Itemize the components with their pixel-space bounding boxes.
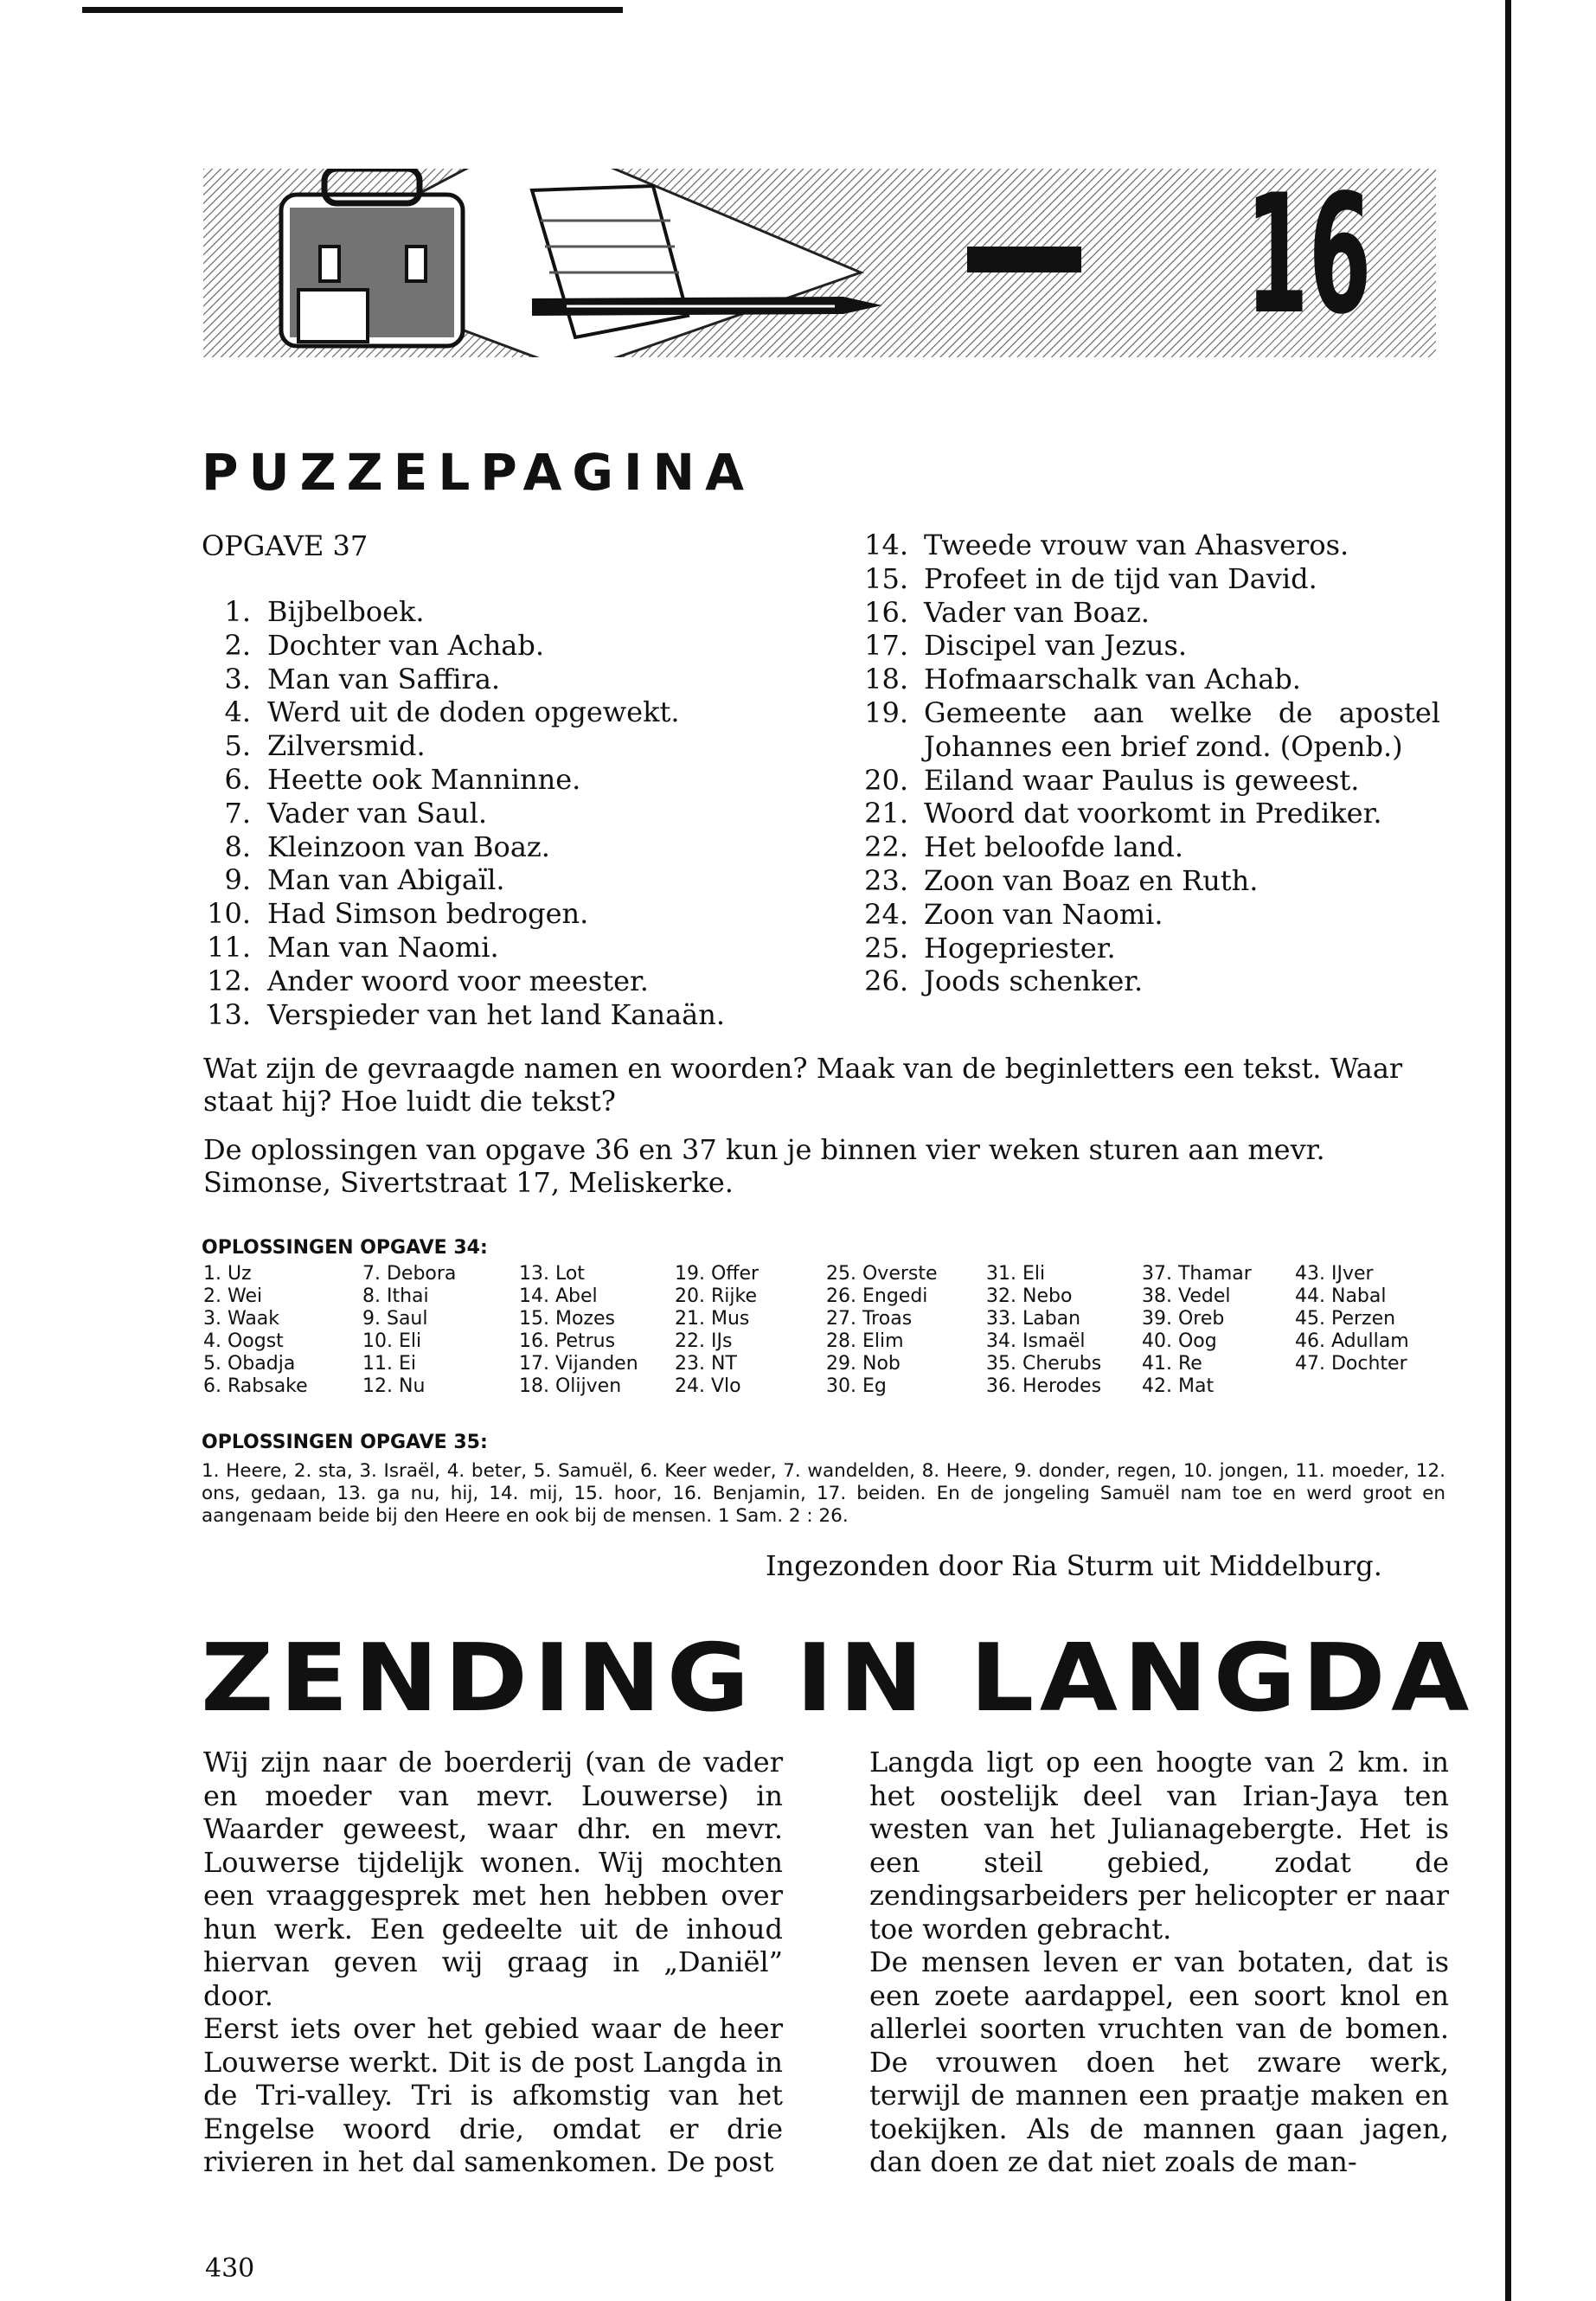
send-instruction: De oplossingen van opgave 36 en 37 kun je binnen vier weken sturen aan mevr. Simonse, Sivertstraat 17, Meliskerke. xyxy=(203,1133,1325,1199)
solutions-column: 25. Overste 26. Engedi 27. Troas 28. Elim 29. Nob 30. Eg xyxy=(826,1263,938,1397)
question-list-right xyxy=(852,529,1440,998)
solutions35-text: 1. Heere, 2. sta, 3. Israël, 4. beter, 5. Samuël, 6. Keer weder, 7. wandelden, 8. Heere, 9. donder, regen, 10. jongen, 11. moeder, 12. ons, gedaan, 13. ga nu, hij, 14. mij, 15. hoor, 16. Benjamin, 17. beiden. En de jongeling Samuël nam toe en werd groot en aangenaam beide bij den Heere en ook bij de mensen. 1 Sam. 2 : 26. xyxy=(202,1460,1445,1527)
list-item: 16. Vader van Boaz. xyxy=(864,595,1150,629)
list-item: 23. Zoon van Boaz en Ruth. xyxy=(864,863,1259,897)
puzzle-title: PUZZELPAGINA xyxy=(202,443,754,502)
page-number: 430 xyxy=(205,2253,255,2284)
page-badge-number: 16 xyxy=(1246,159,1372,350)
badge-dash xyxy=(967,247,1081,272)
question-list-left xyxy=(186,595,766,1031)
solutions-column: 31. Eli 32. Nebo 33. Laban 34. Ismaël 35. Cherubs 36. Herodes xyxy=(986,1263,1102,1397)
list-item: 13. Verspieder van het land Kanaän. xyxy=(207,997,725,1031)
list-item: 26. Joods schenker. xyxy=(864,965,1144,998)
list-item: 7. Vader van Saul. xyxy=(224,796,488,830)
list-item: 14. Tweede vrouw van Ahasveros. xyxy=(864,529,1349,561)
sender-credit: Ingezonden door Ria Sturm uit Middelburg. xyxy=(766,1549,1382,1582)
briefcase-icon xyxy=(281,169,463,346)
article-column-left xyxy=(203,1746,783,2179)
article-paragraph: Langda ligt op een hoogte van 2 km. in het oostelijk deel van Irian-Jaya ten westen van het Julianagebergte. Het is een steil gebied, zodat de zendingsarbeiders per helicopter er naar toe worden gebracht. xyxy=(869,1746,1449,1945)
solutions-column: 13. Lot 14. Abel 15. Mozes 16. Petrus 17. Vijanden 18. Olijven xyxy=(519,1263,638,1397)
list-item: 19. Gemeente aan welke de apostel Johannes een brief zond. (Openb.) xyxy=(864,695,1440,763)
list-item: 25. Hogepriester. xyxy=(864,931,1116,965)
puzzle-label: OPGAVE 37 xyxy=(202,529,369,562)
question-instruction: Wat zijn de gevraagde namen en woorden? Maak van de beginletters een tekst. Waar staat hij? Hoe luidt die tekst? xyxy=(203,1052,1403,1118)
list-item: 21. Woord dat voorkomt in Prediker. xyxy=(864,797,1382,830)
solutions-column: 1. Uz 2. Wei 3. Waak 4. Oogst 5. Obadja 6. Rabsake xyxy=(203,1263,308,1397)
list-item: 2. Dochter van Achab. xyxy=(224,628,545,662)
list-item: 20. Eiland waar Paulus is geweest. xyxy=(864,763,1360,797)
solutions34-heading: OPLOSSINGEN OPGAVE 34: xyxy=(202,1237,488,1259)
list-item: 22. Het beloofde land. xyxy=(864,830,1184,864)
list-item: 1. Bijbelboek. xyxy=(224,595,425,628)
solutions35-heading: OPLOSSINGEN OPGAVE 35: xyxy=(202,1432,488,1453)
pen-icon xyxy=(532,297,882,316)
solutions-column: 7. Debora 8. Ithai 9. Saul 10. Eli 11. Ei 12. Nu xyxy=(362,1263,457,1397)
list-item: 6. Heette ook Manninne. xyxy=(224,762,581,796)
list-item: 5. Zilversmid. xyxy=(224,729,426,763)
article-title: ZENDING IN LANGDA xyxy=(201,1625,1475,1733)
list-item: 3. Man van Saffira. xyxy=(224,662,501,695)
solutions-column: 37. Thamar 38. Vedel 39. Oreb 40. Oog 41. Re 42. Mat xyxy=(1142,1263,1252,1397)
list-item: 12. Ander woord voor meester. xyxy=(207,964,649,997)
list-item: 9. Man van Abigaïl. xyxy=(224,863,505,897)
article-paragraph: Eerst iets over het gebied waar de heer Louwerse werkt. Dit is de post Langda in de Tri-valley. Tri is afkomstig van het Engelse woord drie, omdat er drie rivieren in het dal samenkomen. De post xyxy=(203,2012,783,2178)
article-column-right xyxy=(869,1746,1449,2179)
right-edge-bar xyxy=(1505,0,1511,2301)
top-rule xyxy=(82,7,623,13)
solutions-column: 19. Offer 20. Rijke 21. Mus 22. IJs 23. NT 24. Vlo xyxy=(675,1263,760,1397)
article-paragraph: Wij zijn naar de boerderij (van de vader en moeder van mevr. Louwerse) in Waarder geweest, waar dhr. en mevr. Louwerse tijdelijk wonen. Wij mochten een vraaggesprek met hen hebben over hun werk. Een gedeelte uit de inhoud hiervan geven wij graag in „Daniël” door. xyxy=(203,1746,783,2012)
list-item: 17. Discipel van Jezus. xyxy=(864,629,1188,663)
article-paragraph: De mensen leven er van botaten, dat is een zoete aardappel, een soort knol en allerlei soorten vruchten van de bomen. De vrouwen doen het zware werk, terwijl de mannen een praatje maken en toekijken. Als de mannen gaan jagen, dan doen ze dat niet zoals de man- xyxy=(869,1945,1449,2178)
list-item: 15. Profeet in de tijd van David. xyxy=(864,561,1317,595)
list-item: 8. Kleinzoon van Boaz. xyxy=(224,830,550,863)
list-item: 24. Zoon van Naomi. xyxy=(864,897,1163,931)
list-item: 18. Hofmaarschalk van Achab. xyxy=(864,663,1301,696)
list-item: 10. Had Simson bedrogen. xyxy=(207,897,589,931)
list-item: 11. Man van Naomi. xyxy=(207,930,499,964)
list-item: 4. Werd uit de doden opgewekt. xyxy=(224,695,680,729)
solutions-column: 43. IJver 44. Nabal 45. Perzen 46. Adullam 47. Dochter xyxy=(1295,1263,1409,1375)
